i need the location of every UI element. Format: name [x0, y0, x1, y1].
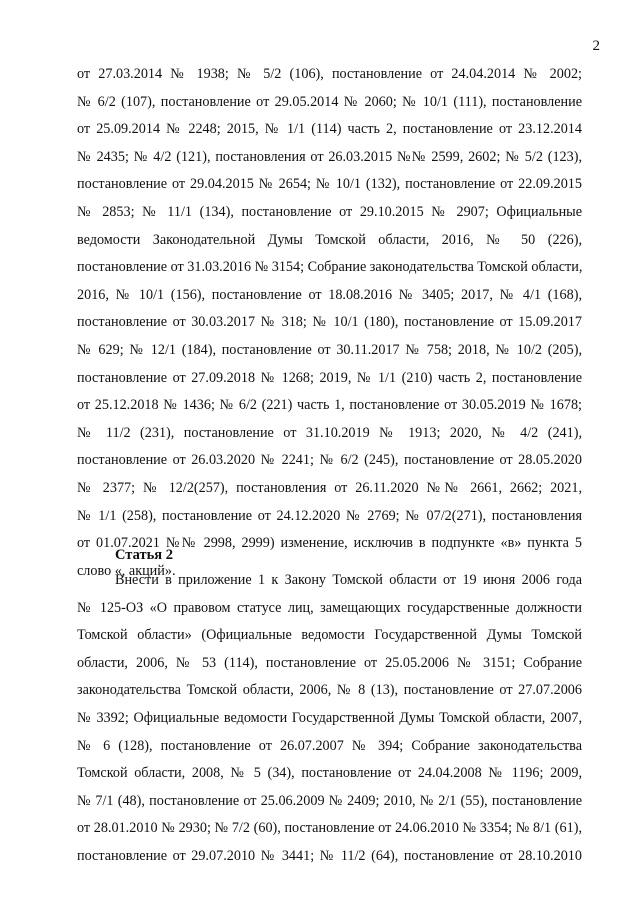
paragraph-1 [77, 61, 582, 585]
text-line: постановление от 30.03.2017 № 318; № 10/1 (180), постановление от 15.09.2017 [77, 314, 582, 331]
text-line: законодательства Томской области, 2006, № 8 (13), постановление от 27.07.2006 [77, 682, 582, 699]
text-line: от 28.01.2010 № 2930; № 7/2 (60), постановление от 24.06.2010 № 3354; № 8/1 (61), [77, 820, 582, 837]
text-line: Томской области, 2008, № 5 (34), постановление от 24.04.2008 № 1196; 2009, [77, 765, 582, 782]
text-line: № 125-ОЗ «О правовом статусе лиц, замещающих государственные должности [77, 599, 582, 616]
text-line: № 2853; № 11/1 (134), постановление от 29.10.2015 № 2907; Официальные [77, 203, 582, 220]
text-line: постановление от 27.09.2018 № 1268; 2019, № 1/1 (210) часть 2, постановление [77, 369, 582, 386]
text-line: 2016, № 10/1 (156), постановление от 18.08.2016 № 3405; 2017, № 4/1 (168), [77, 286, 582, 303]
text-line: от 25.09.2014 № 2248; 2015, № 1/1 (114) часть 2, постановление от 23.12.2014 [77, 121, 582, 138]
text-line: № 1/1 (258), постановление от 24.12.2020 № 2769; № 07/2(271), постановления [77, 507, 582, 524]
text-line: Томской области» (Официальные ведомости Государственной Думы Томской [77, 627, 582, 644]
text-line: от 01.07.2021 №№ 2998, 2999) изменение, исключив в подпункте «в» пункта 5 [77, 535, 582, 552]
text-line: № 2435; № 4/2 (121), постановления от 26.03.2015 №№ 2599, 2602; № 5/2 (123), [77, 148, 582, 165]
text-line: № 7/1 (48), постановление от 25.06.2009 № 2409; 2010, № 2/1 (55), постановление [77, 792, 582, 809]
text-line: области, 2006, № 53 (114), постановление от 25.05.2006 № 3151; Собрание [77, 654, 582, 671]
text-line: постановление от 31.03.2016 № 3154; Собрание законодательства Томской области, [77, 259, 583, 276]
article-2-paragraph [77, 567, 582, 871]
text-line: № 6/2 (107), постановление от 29.05.2014 № 2060; № 10/1 (111), постановление [77, 93, 582, 110]
text-line: от 27.03.2014 № 1938; № 5/2 (106), постановление от 24.04.2014 № 2002; [77, 66, 582, 82]
text-line: Внести в приложение 1 к Закону Томской области от 19 июня 2006 года [115, 572, 582, 588]
text-line: постановление от 26.03.2020 № 2241; № 6/2 (245), постановление от 28.05.2020 [77, 452, 582, 469]
article-2-heading: Статья 2 [115, 547, 173, 563]
text-line: ведомости Законодательной Думы Томской области, 2016, № 50 (226), [77, 231, 582, 248]
text-line: № 3392; Официальные ведомости Государственной Думы Томской области, 2007, [77, 709, 582, 726]
page-number: 2 [592, 38, 600, 54]
text-line: постановление от 29.07.2010 № 3441; № 11/2 (64), постановление от 28.10.2010 [77, 847, 582, 864]
text-line: № 629; № 12/1 (184), постановление от 30.11.2017 № 758; 2018, № 10/2 (205), [77, 341, 582, 358]
text-line: № 6 (128), постановление от 26.07.2007 № 394; Собрание законодательства [77, 737, 582, 754]
text-line: постановление от 29.04.2015 № 2654; № 10/1 (132), постановление от 22.09.2015 [77, 176, 582, 193]
text-line: слово «, акций». [77, 562, 176, 579]
text-line: от 25.12.2018 № 1436; № 6/2 (221) часть 1, постановление от 30.05.2019 № 1678; [77, 397, 582, 414]
text-line: № 11/2 (231), постановление от 31.10.2019 № 1913; 2020, № 4/2 (241), [77, 424, 582, 441]
text-line: № 2377; № 12/2(257), постановления от 26.11.2020 №№ 2661, 2662; 2021, [77, 479, 582, 496]
